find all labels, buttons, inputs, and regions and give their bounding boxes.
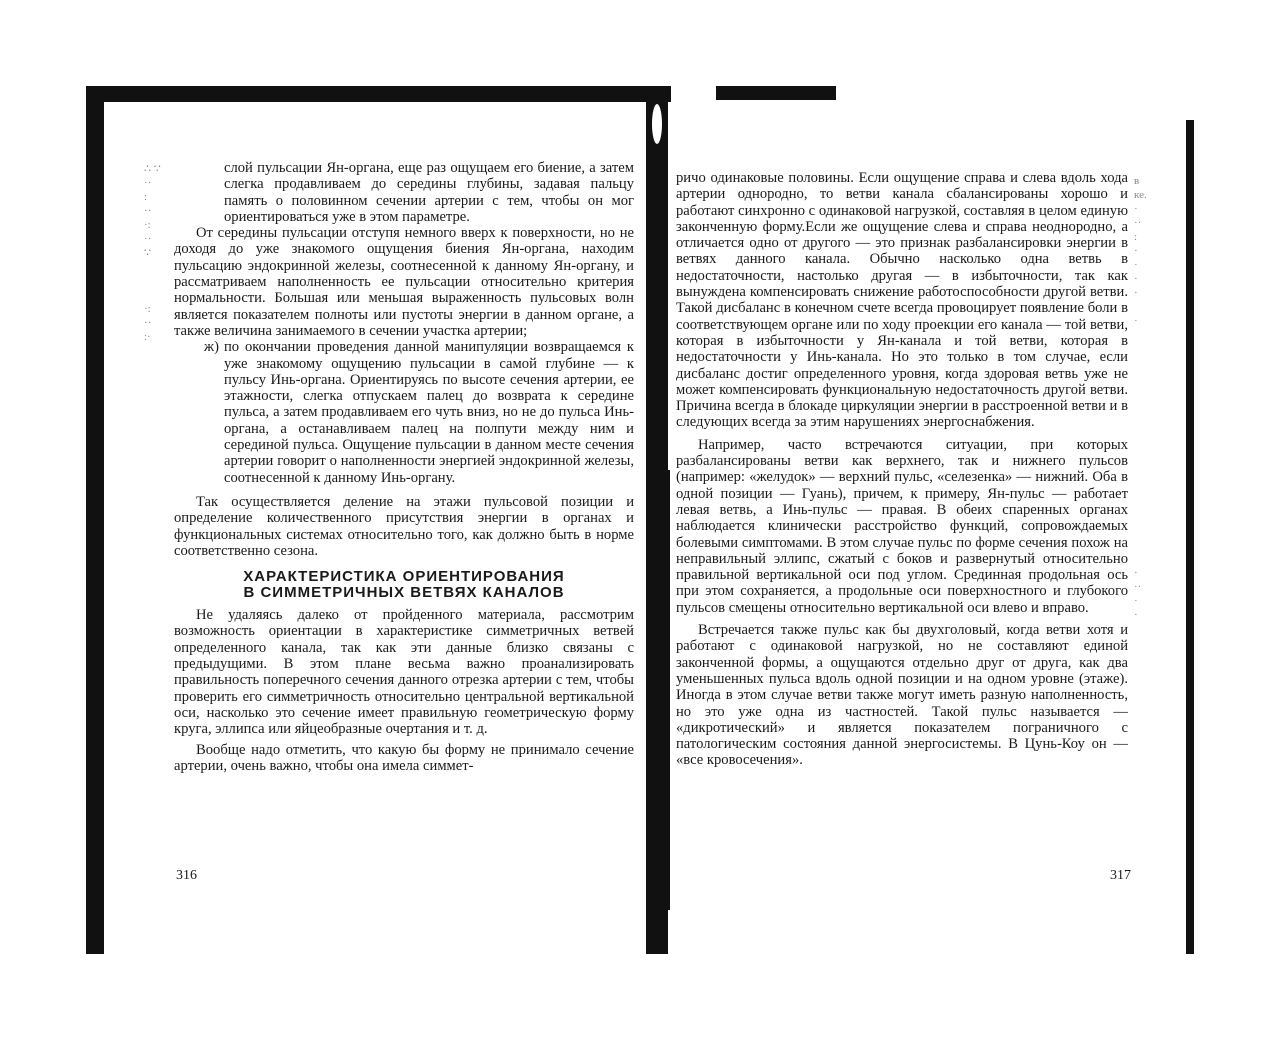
paragraph: Не удаляясь далеко от пройденного материала, рассмотрим возможность ориентации в характеристике симметричных ветвей определенного канала, так как эти данные близко связаны с предыдущими. В этом плане весьма важно проанализировать правильность поперечного сечения данного отрезка артерии с тем, чтобы проверить его симметричность относительно центральной вертикальной оси, насколько это сечение имеет правильную геометрическую форму круга, эллипса или яйцеобразные очертания и т. д. [174, 607, 634, 738]
list-item-text: по окончании проведения данной манипуляции возвращаемся к уже знакомому ощущению пульсации в самой глубине — к пульсу Инь-органа. Ориентируясь по высоте сечения артерии, ее этажности, слегка отпускаем палец до возврата к середине пульса, а затем продавливаем его чуть вниз, но не до пульса Инь-органа, а останавливаем палец на полпути между ним и серединой пульса. Ощущение пульсации в данном месте сечения артерии говорит о наполненности энергией эндокринной железы, соотнесенной к данному Инь-органу. [224, 339, 634, 486]
paragraph: Например, часто встречаются ситуации, при которых разбалансированы ветви как верхнего, так и нижнего пульсов (например: «желудок» — верхний пульс, «селезенка» — нижний. Оба в одной позиции — Гуань), причем, к примеру, Ян-пульс — работает левая ветвь, а Инь-пульс — правая. В обеих спаренных органах наблюдается клинически расстройство функций, сопровождаемых болевыми симптомами. В этом случае пульс по форме сечения похож на неправильный эллипс, сжатый с боков и развернутый относительно правильной вертикальной оси под углом. Срединная продольная ось при этом сохраняется, а продольные оси поверхностного и глубокого пульсов смещены относительно вертикальной оси влево и вправо. [676, 436, 1128, 616]
list-item-zh [174, 339, 634, 486]
paragraph: Вообще надо отметить, что какую бы форму не принимало сечение артерии, очень важно, чтобы она имела симмет- [174, 741, 634, 774]
heading-line: ХАРАКТЕРИСТИКА ОРИЕНТИРОВАНИЯ [243, 568, 565, 586]
page-number-right: 317 [1110, 868, 1131, 883]
left-margin-bleed-through: ∴ ∵ ·· : ·· ·: ·· ∵ ·: ·· :· [144, 163, 161, 343]
paragraph: Так осуществляется деление на этажи пульсовой позиции и определение количественного присутствия энергии в органах и функциональных системах относительно того, как должно быть в норме соответственно сезона. [174, 493, 634, 559]
heading-line: В СИММЕТРИЧНЫХ ВЕТВЯХ КАНАЛОВ [243, 584, 565, 602]
section-heading [174, 569, 634, 601]
scan-shadow-right [1186, 120, 1194, 954]
right-text-column [676, 170, 1128, 769]
scan-shadow-left [86, 86, 104, 954]
right-margin-bleed-through: в ке. · ·· : · · · · · · ·· · · [1134, 175, 1147, 621]
paragraph: Встречается также пульс как бы двухголовый, когда ветви хотя и работают с одинаковой нагрузкой, но не составляют единой законченной формы, а ощущаются отдельно друг от друга, как два уменьшенных пульса вдоль одной позиции и на одном уровне (этаже). Иногда в этом случае ветви также могут иметь разную наполненность, но это уже одна из частностей. Такой пульс называется — «дикротический» и является показателем пограничного с патологическим состояния данной энергосистемы. В Цунь-Коу он — «все кровосечения». [676, 622, 1128, 769]
right-page [668, 102, 1186, 954]
spine-shadow [656, 470, 670, 910]
scan-shadow-top-left [86, 86, 671, 102]
paragraph: От середины пульсации отступя немного вверх к поверхности, но не доходя до уже знакомого ощущения биения Ян-органа, находим пульсацию эндокринной железы, соотнесенной к данному Ян-органу, и рассматриваем наполненность ее пульсации относительно критерия нормальности. Большая или меньшая выраженность пульсовых волн является показателем полноты или пустоты энергии в данном органе, а также величина занимаемого в сечении участка артерии; [174, 225, 634, 339]
left-page [104, 104, 646, 954]
gutter-highlight [652, 104, 662, 144]
page-number-left: 316 [176, 868, 197, 883]
paragraph: ричо одинаковые половины. Если ощущение справа и слева вдоль хода артерии однородно, то ветви канала сбалансированы хорошо и работают синхронно с одинаковой нагрузкой, составляя в целом единую законченную форму.Если же ощущение слева и справа неоднородно, а отличается одно от другого — это признак разбалансировки энергии в ветвях данного канала. Обычно насколько одна ветвь в недостаточности, настолько другая — в избыточности, так как вынуждена компенсировать снижение работоспособности другой ветви. Такой дисбаланс в конечном счете всегда провоцирует появление боли в соответствующем органе или по ходу проекции его канала — той ветви, которая в избыточности у Ян-канала и той ветви, которая в недостаточности у Инь-канала. Но это только в том случае, если дисбаланс достиг определенного уровня, когда здоровая ветвь уже не может компенсировать функциональную недостаточность другой ветви. Причина всегда в блокаде циркуляции энергии в расстроенной ветви и в следующих всегда за этим нарушениях энергоснабжения. [676, 170, 1128, 431]
paragraph: слой пульсации Ян-органа, еще раз ощущаем его биение, а затем слегка продавливаем до середины глубины, задавая пальцу память о половинном сечении артерии с тем, чтобы он мог ориентироваться уже в этом параметре. [224, 160, 634, 225]
list-marker: ж) [204, 339, 219, 356]
scan-shadow-top-right [716, 86, 836, 100]
left-text-column [174, 160, 634, 774]
